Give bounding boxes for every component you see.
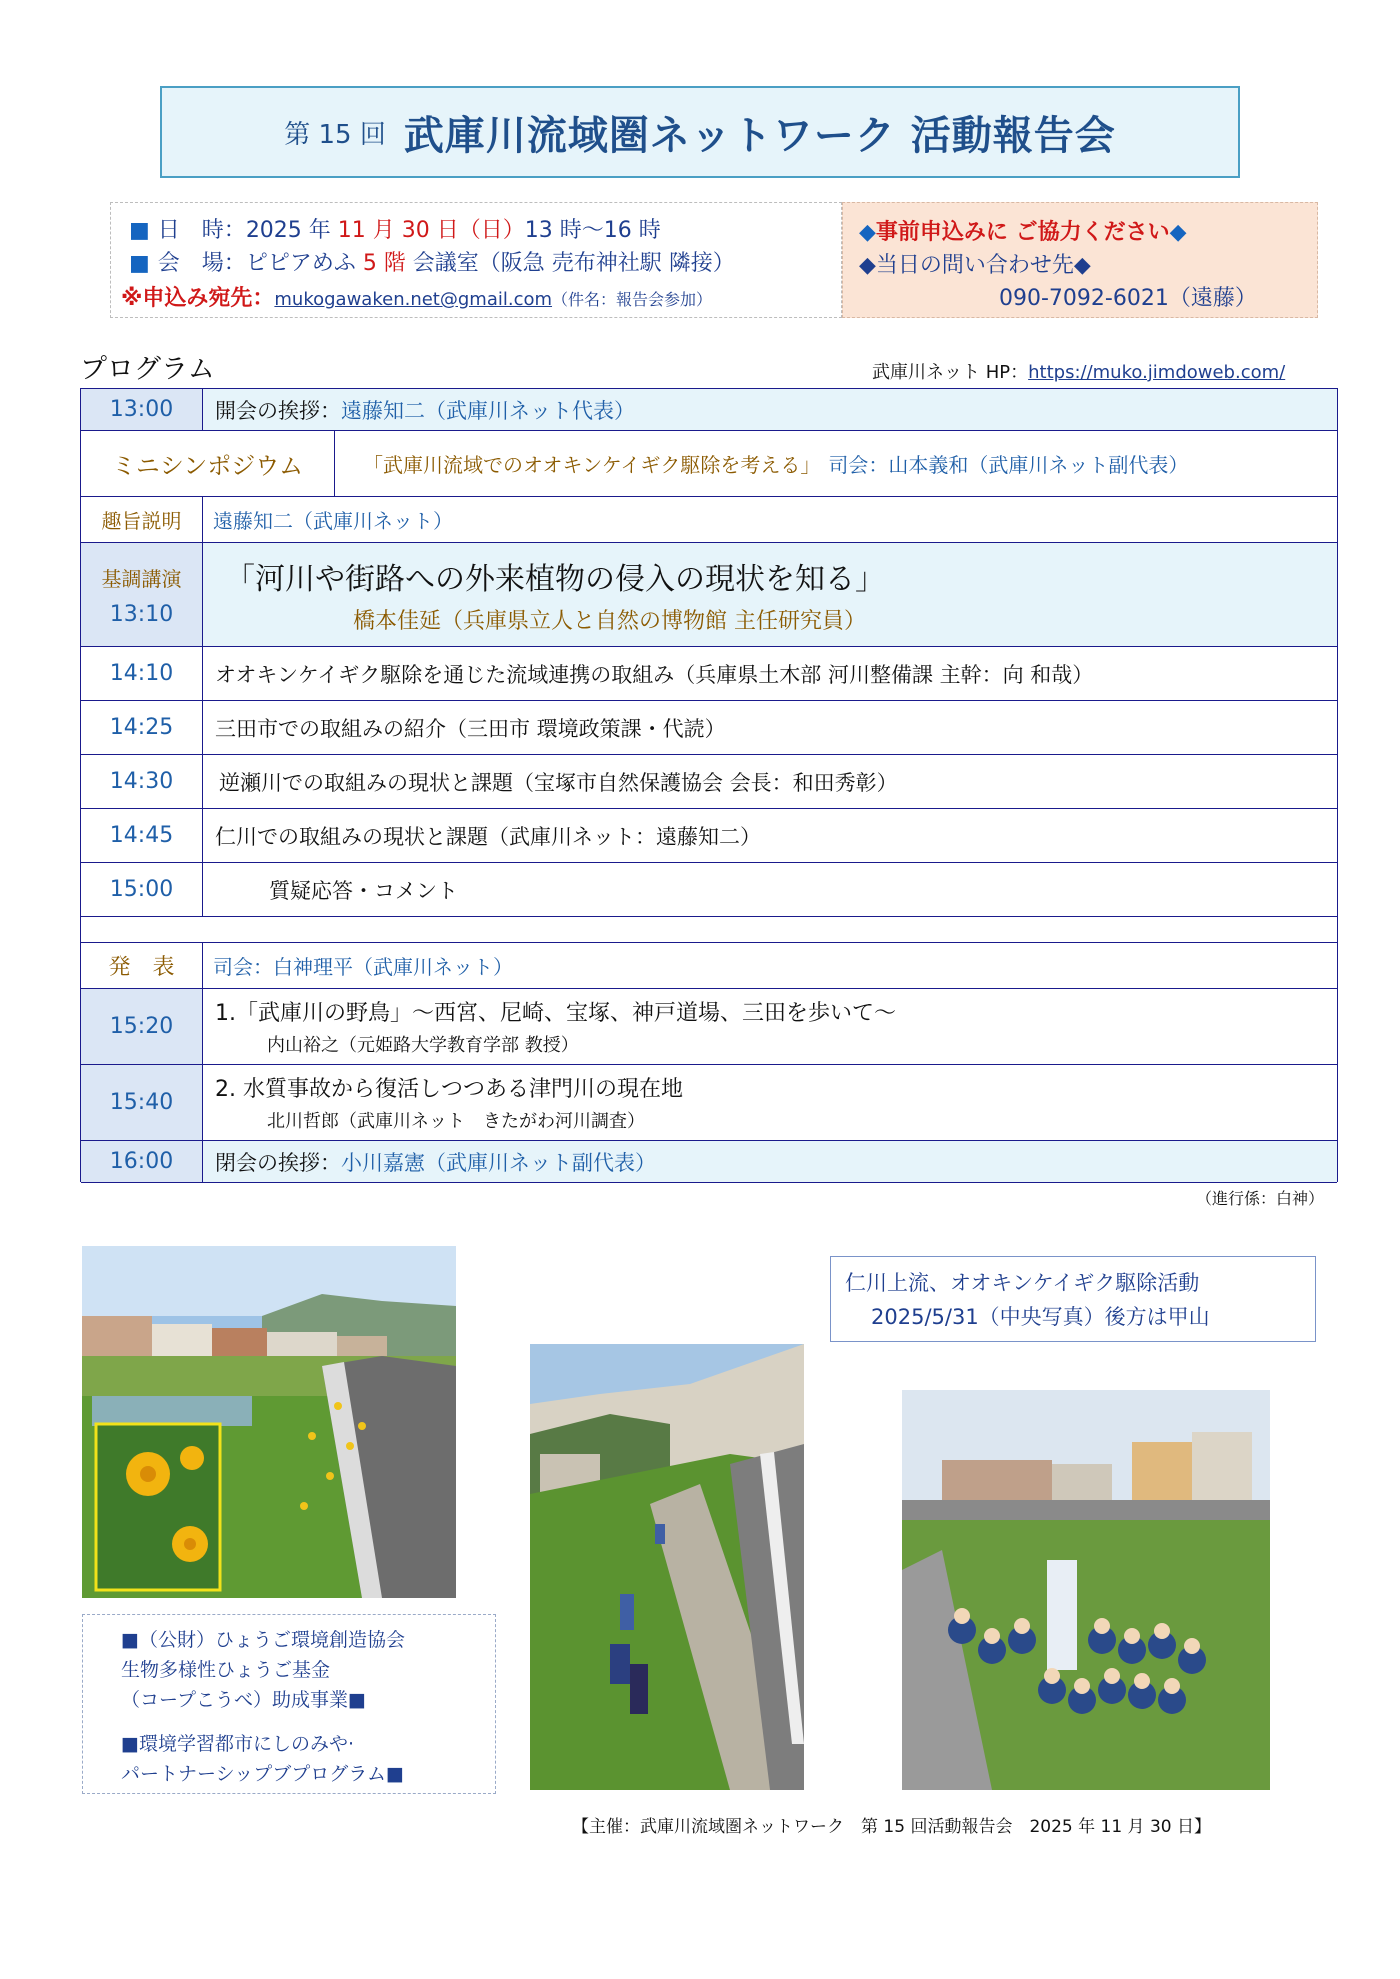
table-row [81,647,1337,701]
purpose-speaker: 遠藤知二（武庫川ネット） [213,509,453,533]
title-banner [160,86,1240,178]
venue-line [129,246,735,277]
time-cell: 14:25 [81,701,203,754]
table-row [81,543,1337,647]
content-cell: 質疑応答・コメント [269,878,458,903]
keynote-label: 基調講演 [101,566,182,591]
presentation-speaker: 内山裕之（元姫路大学教育学部 教授） [267,1035,579,1056]
program-heading: プログラム [80,354,215,385]
table-row [81,431,1337,497]
mini-symposium-label: ミニシンポジウム [81,431,335,496]
venue-floor: 5 階 [362,251,406,276]
content-cell: 三田市での取組みの紹介（三田市 環境政策課・代読） [215,716,726,741]
chair-text: 司会：山本義和（武庫川ネット副代表） [828,453,1189,477]
square-bullet-icon: ■ [129,218,150,243]
homepage-link[interactable]: https://muko.jimdoweb.com/ [1028,362,1286,383]
table-row [81,943,1337,989]
date-line [129,213,661,244]
table-row [81,863,1337,917]
venue-room: 会議室（阪急 売布神社駅 隣接） [405,251,735,276]
spacer-row [81,917,1337,943]
contact-box [842,202,1318,318]
table-row [81,497,1337,543]
table-row [81,809,1337,863]
footer-organizer: 【主催：武庫川流域圏ネットワーク 第 15 回活動報告会 2025 年 11 月 30 日】 [572,1817,1211,1837]
presentation-label: 発 表 [81,943,203,988]
presentation-title: 2. 水質事故から復活しつつある津門川の現在地 [215,1077,683,1102]
closing-speaker: 小川嘉憲（武庫川ネット副代表） [341,1150,656,1175]
homepage-line [872,358,1285,384]
venue-label: 会 場： [157,251,246,276]
keynote-content [203,543,1337,646]
caption-line-2: 2025/5/31（中央写真）後方は甲山 [871,1305,1210,1329]
edition-label: 第 15 回 [284,119,386,150]
inquiry-label: ◆当日の問い合わせ先◆ [859,253,1091,278]
apply-line [121,281,712,312]
contact-phone: 090-7092-6021（遠藤） [999,286,1257,311]
time-cell: 15:00 [81,863,203,916]
presentation-chair: 司会：白神理平（武庫川ネット） [213,955,513,979]
moderator-note: （進行係：白神） [1195,1189,1324,1208]
photo-caption [830,1256,1316,1342]
funding-line-1: ■（公財）ひょうご環境創造協会 [121,1629,405,1651]
time-cell: 15:40 [81,1065,203,1140]
content-cell: 逆瀬川での取組みの現状と課題（宝塚市自然保護協会 会長：和田秀彰） [219,770,898,795]
page-title: 武庫川流域圏ネットワーク 活動報告会 [403,112,1116,159]
funding-line-3: （コープこうべ）助成事業■ [121,1689,367,1711]
time-cell: 14:30 [81,755,203,808]
time-cell: 15:20 [81,989,203,1064]
diamond-icon: ◆ [859,220,876,245]
river-flower-photo [82,1246,456,1598]
table-row [81,755,1337,809]
event-info [110,202,842,318]
presentation-title: 1.「武庫川の野鳥」～西宮、尼崎、宝塚、神戸道場、三田を歩いて～ [215,1001,896,1026]
funding-line-5: パートナーシップブプログラム■ [121,1763,405,1785]
opening-label: 開会の挨拶： [215,398,341,423]
square-bullet-icon: ■ [129,251,150,276]
closing-label: 閉会の挨拶： [215,1150,341,1175]
table-row [81,1141,1337,1183]
apply-email-link[interactable]: mukogawaken.net@gmail.com [274,289,553,310]
content-cell [203,1065,1337,1140]
content-cell: オオキンケイギク駆除を通じた流域連携の取組み（兵庫県土木部 河川整備課 主幹：向 和哉） [215,662,1094,687]
mini-symposium-theme [335,431,1337,496]
content-cell [203,1141,1337,1182]
keynote-time: 13:10 [109,601,174,627]
purpose-label: 趣旨説明 [81,497,203,542]
date-year: 2025 年 [245,218,338,243]
time-cell: 13:00 [81,389,203,430]
content-cell: 仁川での取組みの現状と課題（武庫川ネット：遠藤知二） [215,824,761,849]
keynote-speaker: 橋本佳延（兵庫県立人と自然の博物館 主任研究員） [353,609,866,634]
volunteers-bank-photo [530,1344,804,1790]
time-cell: 14:10 [81,647,203,700]
content-cell [203,389,1337,430]
caption-line-1: 仁川上流、オオキンケイギク駆除活動 [845,1271,1200,1295]
time-cell: 16:00 [81,1141,203,1182]
date-day: 11 月 30 日（日） [337,218,525,243]
program-table [80,388,1338,1182]
apply-subject: （件名：報告会参加） [552,290,713,309]
apply-label: ※申込み宛先： [121,286,275,311]
keynote-time-cell [81,543,203,646]
date-label: 日 時： [157,218,246,243]
date-time: 13 時～16 時 [524,218,661,243]
diamond-icon: ◆ [1169,220,1187,245]
table-row [81,989,1337,1065]
group-photo [902,1390,1270,1790]
funding-box [82,1614,496,1794]
table-row [81,389,1337,431]
theme-text: 「武庫川流域でのオオキンケイギク駆除を考える」 [363,453,821,477]
venue-name: ピピアめふ [245,251,363,276]
table-row [81,701,1337,755]
content-cell [203,989,1337,1064]
time-cell: 14:45 [81,809,203,862]
table-row [81,1065,1337,1141]
funding-line-2: 生物多様性ひょうご基金 [121,1659,331,1681]
notice-text: 事前申込みに ご協力ください [875,220,1170,245]
opening-speaker: 遠藤知二（武庫川ネット代表） [341,398,635,423]
keynote-title: 「河川や街路への外来植物の侵入の現状を知る」 [225,562,885,597]
pre-registration-notice [859,215,1187,246]
presentation-speaker: 北川哲郎（武庫川ネット きたがわ河川調査） [267,1111,645,1132]
homepage-label: 武庫川ネット HP： [872,362,1029,383]
funding-line-4: ■環境学習都市にしのみや· [121,1733,354,1755]
